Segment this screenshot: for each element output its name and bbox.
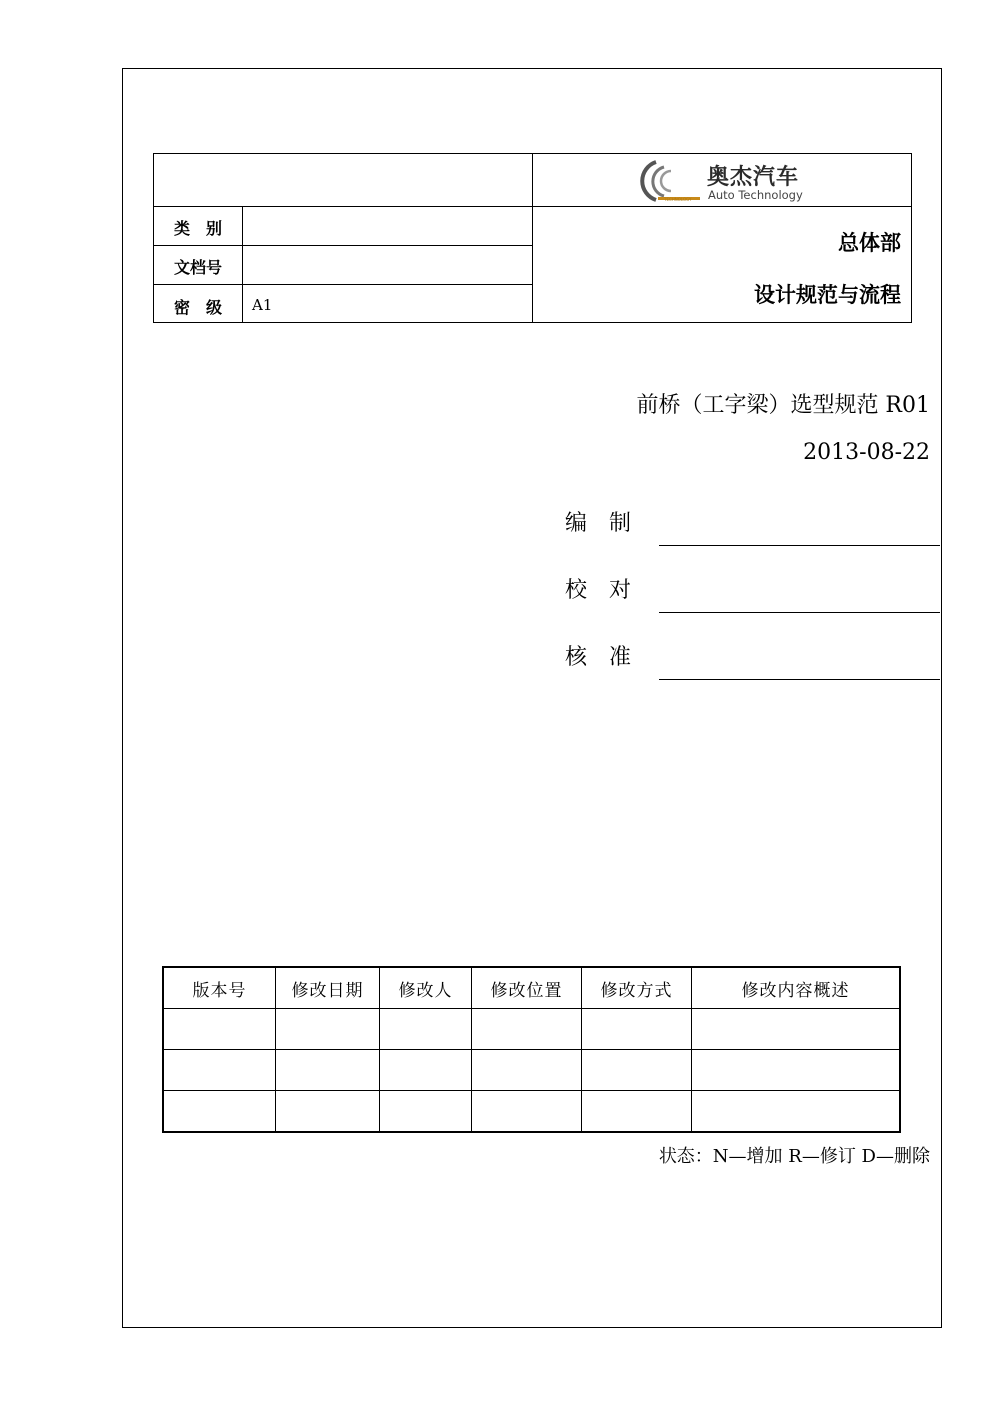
header-modify-method: 修改方式 — [582, 967, 692, 1009]
table-cell[interactable] — [582, 1050, 692, 1091]
logo-brand-name: 奥杰汽车 — [707, 165, 800, 190]
signature-line-compile[interactable] — [659, 545, 940, 546]
table-cell[interactable] — [163, 1009, 276, 1050]
table-cell[interactable] — [276, 1091, 380, 1133]
table-cell[interactable] — [692, 1009, 901, 1050]
company-logo — [634, 158, 834, 204]
table-cell[interactable] — [380, 1009, 472, 1050]
table-cell[interactable] — [472, 1009, 582, 1050]
header-modify-date: 修改日期 — [276, 967, 380, 1009]
field-label-security: 密 级 — [173, 298, 222, 317]
signature-label-proofread: 校对 — [565, 578, 654, 603]
table-cell[interactable] — [276, 1009, 380, 1050]
header-version: 版本号 — [163, 967, 276, 1009]
document-category: 设计规范与流程 — [754, 283, 901, 307]
document-title: 前桥（工字梁）选型规范 R01 — [636, 393, 930, 418]
header-modifier: 修改人 — [380, 967, 472, 1009]
table-row — [163, 1050, 900, 1091]
table-cell[interactable] — [472, 1050, 582, 1091]
table-cell[interactable] — [276, 1050, 380, 1091]
header-modify-location: 修改位置 — [472, 967, 582, 1009]
department-name: 总体部 — [838, 231, 901, 255]
table-cell[interactable] — [380, 1050, 472, 1091]
table-cell[interactable] — [472, 1091, 582, 1133]
signature-line-proofread[interactable] — [659, 612, 940, 613]
table-cell[interactable] — [380, 1091, 472, 1133]
logo-subtitle: Auto Technology — [708, 188, 803, 202]
revision-header-row — [163, 967, 900, 1009]
header-modify-summary: 修改内容概述 — [692, 967, 901, 1009]
logo-tagline: TECHNOLOGY — [664, 197, 692, 202]
table-cell[interactable] — [692, 1091, 901, 1133]
table-row — [163, 1091, 900, 1133]
table-cell[interactable] — [692, 1050, 901, 1091]
document-date: 2013-08-22 — [803, 440, 930, 465]
signature-label-approve: 核准 — [565, 645, 654, 670]
signature-line-approve[interactable] — [659, 679, 940, 680]
header-table — [153, 153, 912, 323]
field-label-doc-number: 文档号 — [173, 258, 222, 277]
revision-table — [162, 966, 901, 1133]
table-row — [163, 1009, 900, 1050]
field-value-security: A1 — [252, 296, 273, 314]
signature-label-compile: 编制 — [565, 511, 654, 536]
field-label-category: 类 别 — [173, 219, 222, 238]
status-legend: 状态：N—增加 R—修订 D—删除 — [658, 1146, 930, 1167]
table-cell[interactable] — [163, 1050, 276, 1091]
table-cell[interactable] — [582, 1091, 692, 1133]
table-cell[interactable] — [163, 1091, 276, 1133]
table-cell[interactable] — [582, 1009, 692, 1050]
